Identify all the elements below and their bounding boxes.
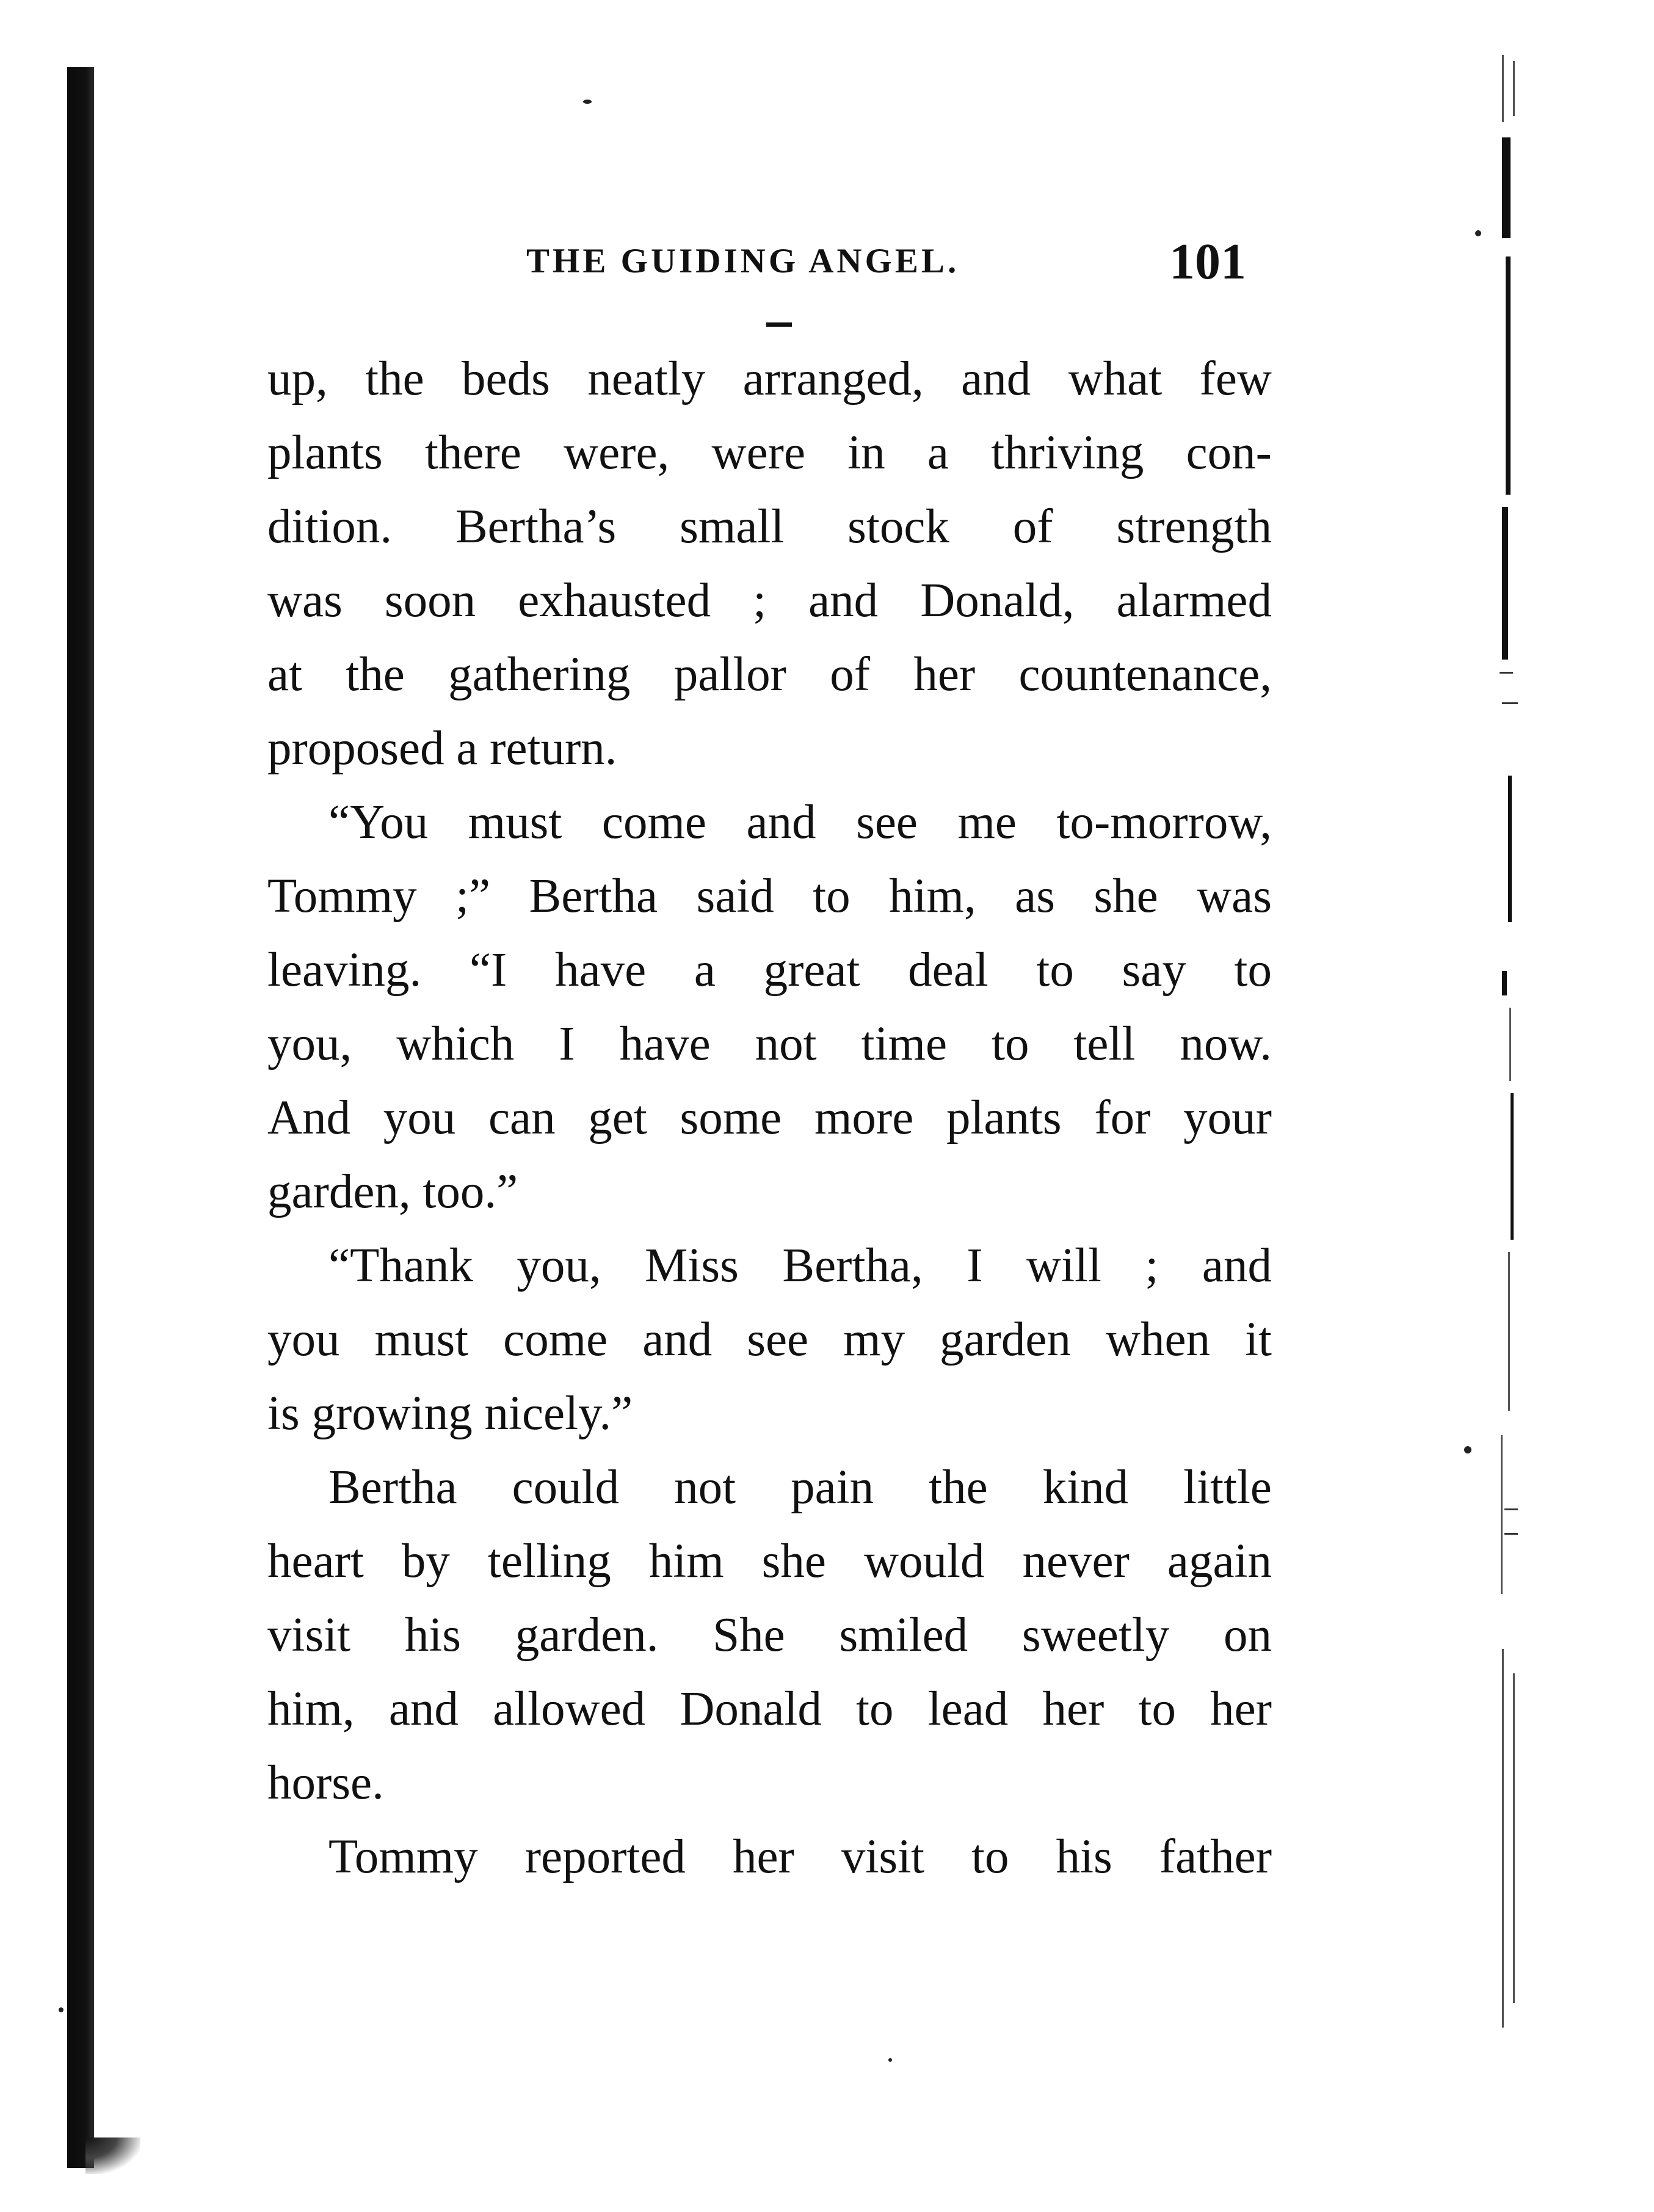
text-line: plants there were, were in a thriving con- [267,426,1272,479]
text-line: was soon exhausted ; and Donald, alarmed [267,574,1272,627]
text-line: leaving. “I have a great deal to say to [267,944,1272,997]
page-number: 101 [1169,233,1246,290]
text-line: Tommy ;” Bertha said to him, as she was [267,870,1272,923]
header-rule-mark [766,322,792,327]
page-edge-artifacts [1502,55,1526,1643]
text-line: Tommy reported her visit to his father [328,1830,1272,1883]
text-line: at the gathering pallor of her countenance, [267,648,1272,701]
running-title: THE GUIDING ANGEL. [526,242,960,280]
text-line: you, which I have not time to tell now. [267,1017,1272,1071]
text-line: Bertha could not pain the kind little [328,1461,1272,1514]
text-line: “Thank you, Miss Bertha, I will ; and [328,1239,1272,1292]
text-line: garden, too.” [267,1165,518,1218]
binding-shadow-foot [85,2137,140,2174]
text-line: him, and allowed Donald to lead her to her [267,1683,1272,1736]
text-line: you must come and see my garden when it [267,1313,1272,1366]
text-line: horse. [267,1756,384,1810]
body-text [267,342,1272,1894]
text-line: “You must come and see me to-morrow, [328,796,1272,849]
text-line: proposed a return. [267,722,617,775]
text-line: visit his garden. She smiled sweetly on [267,1609,1272,1662]
text-line: dition. Bertha’s small stock of strength [267,500,1272,553]
page-edge-artifacts-lower [1502,1649,1526,2040]
text-line: up, the beds neatly arranged, and what few [267,352,1272,406]
binding-shadow [67,67,94,2168]
text-line: is growing nicely.” [267,1387,633,1440]
text-line: heart by telling him she would never again [267,1535,1272,1588]
text-line: And you can get some more plants for your [267,1091,1272,1144]
